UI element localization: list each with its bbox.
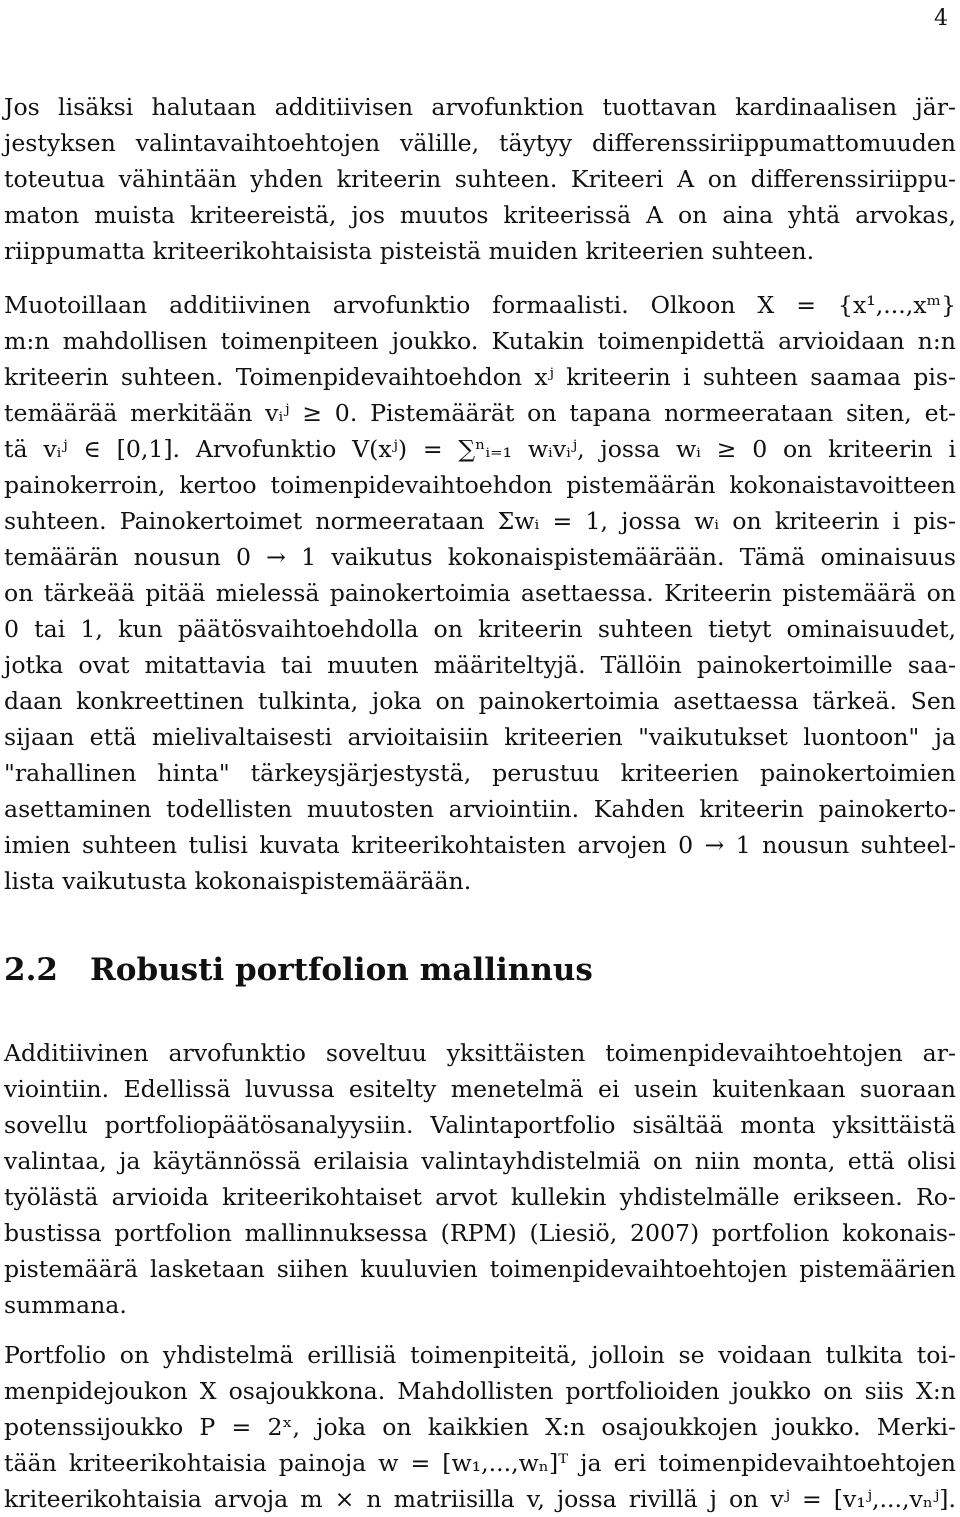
text-line: toteutua vähintään yhden kriteerin suhteen. Kriteeri A on differenssiriippu- bbox=[4, 165, 956, 193]
paragraph-additive-value bbox=[4, 89, 956, 269]
text-line: asettaminen todellisten muutosten arviointiin. Kahden kriteerin painokerto- bbox=[4, 795, 956, 823]
paragraph-robust-portfolio bbox=[4, 1035, 956, 1323]
section-title: Robusti portfolion mallinnus bbox=[90, 952, 593, 988]
paragraph-formalization bbox=[4, 287, 956, 899]
text-line: tään kriteerikohtaisia painoja w = [w₁,...,wₙ]ᵀ ja eri toimenpidevaihtoehtojen bbox=[4, 1449, 956, 1477]
text-line: suhteen. Painokertoimet normeerataan Σwᵢ = 1, jossa wᵢ on kriteerin i pis- bbox=[4, 507, 956, 535]
text-line: Additiivinen arvofunktio soveltuu yksittäisten toimenpidevaihtoehtojen ar- bbox=[4, 1039, 956, 1067]
text-line: työlästä arvioida kriteerikohtaiset arvot kullekin yhdistelmälle erikseen. Ro- bbox=[4, 1183, 956, 1211]
text-line: 0 tai 1, kun päätösvaihtoehdolla on kriteerin suhteen tietyt ominaisuudet, bbox=[4, 615, 956, 643]
text-line: painokerroin, kertoo toimenpidevaihtoehdon pistemäärän kokonaistavoitteen bbox=[4, 471, 956, 499]
text-line: summana. bbox=[4, 1291, 127, 1319]
text-line: temäärän nousun 0 → 1 vaikutus kokonaispistemäärään. Tämä ominaisuus bbox=[4, 543, 956, 571]
text-line: daan konkreettinen tulkinta, joka on painokertoimia asettaessa tärkeä. Sen bbox=[4, 687, 956, 715]
text-line: maton muista kriteereistä, jos muutos kriteerissä A on aina yhtä arvokas, bbox=[4, 201, 956, 229]
paragraph-portfolio-definition bbox=[4, 1337, 956, 1517]
text-line: "rahallinen hinta" tärkeysjärjestystä, perustuu kriteerien painokertoimien bbox=[4, 759, 956, 787]
text-line: kriteerin suhteen. Toimenpidevaihtoehdon xʲ kriteerin i suhteen saamaa pis- bbox=[4, 363, 956, 391]
text-line: pistemäärä lasketaan siihen kuuluvien toimenpidevaihtoehtojen pistemäärien bbox=[4, 1255, 956, 1283]
text-line: riippumatta kriteerikohtaisista pisteistä muiden kriteerien suhteen. bbox=[4, 237, 815, 265]
text-line: imien suhteen tulisi kuvata kriteerikohtaisten arvojen 0 → 1 nousun suhteel- bbox=[4, 831, 956, 859]
section-heading bbox=[4, 952, 593, 988]
text-line: Muotoillaan additiivinen arvofunktio formaalisti. Olkoon X = {x¹,...,xᵐ} bbox=[4, 291, 956, 319]
text-line: Jos lisäksi halutaan additiivisen arvofunktion tuottavan kardinaalisen jär- bbox=[4, 93, 956, 121]
page-number: 4 bbox=[934, 6, 948, 31]
text-line: sovellu portfoliopäätösanalyysiin. Valintaportfolio sisältää monta yksittäistä bbox=[4, 1111, 956, 1139]
text-line: valintaa, ja käytännössä erilaisia valintayhdistelmiä on niin monta, että olisi bbox=[4, 1147, 956, 1175]
text-line: sijaan että mielivaltaisesti arvioitaisiin kriteerien "vaikutukset luontoon" ja bbox=[4, 723, 956, 751]
text-line: jotka ovat mitattavia tai muuten määriteltyjä. Tällöin painokertoimille saa- bbox=[4, 651, 956, 679]
text-line: jestyksen valintavaihtoehtojen välille, täytyy differenssiriippumattomuuden bbox=[4, 129, 956, 157]
text-line: on tärkeää pitää mielessä painokertoimia asettaessa. Kriteerin pistemäärä on bbox=[4, 579, 956, 607]
section-number: 2.2 bbox=[4, 952, 58, 988]
text-line: viointiin. Edellissä luvussa esitelty menetelmä ei usein kuitenkaan suoraan bbox=[4, 1075, 956, 1103]
text-line: temäärää merkitään vᵢʲ ≥ 0. Pistemäärät on tapana normeerataan siten, et- bbox=[4, 399, 956, 427]
text-line: potenssijoukko P = 2ˣ, joka on kaikkien X:n osajoukkojen joukko. Merki- bbox=[4, 1413, 956, 1441]
text-line: m:n mahdollisen toimenpiteen joukko. Kutakin toimenpidettä arvioidaan n:n bbox=[4, 327, 956, 355]
text-line: menpidejoukon X osajoukkona. Mahdollisten portfolioiden joukko on siis X:n bbox=[4, 1377, 956, 1405]
text-line: Portfolio on yhdistelmä erillisiä toimenpiteitä, jolloin se voidaan tulkita toi- bbox=[4, 1341, 956, 1369]
text-line: tä vᵢʲ ∈ [0,1]. Arvofunktio V(xʲ) = ∑ⁿᵢ₌₁ wᵢvᵢʲ, jossa wᵢ ≥ 0 on kriteerin i bbox=[4, 435, 956, 463]
text-line: lista vaikutusta kokonaispistemäärään. bbox=[4, 867, 472, 895]
text-line: bustissa portfolion mallinnuksessa (RPM) (Liesiö, 2007) portfolion kokonais- bbox=[4, 1219, 956, 1247]
text-line: kriteerikohtaisia arvoja m × n matriisilla v, jossa rivillä j on vʲ = [v₁ʲ,...,vₙʲ]. bbox=[4, 1485, 956, 1513]
